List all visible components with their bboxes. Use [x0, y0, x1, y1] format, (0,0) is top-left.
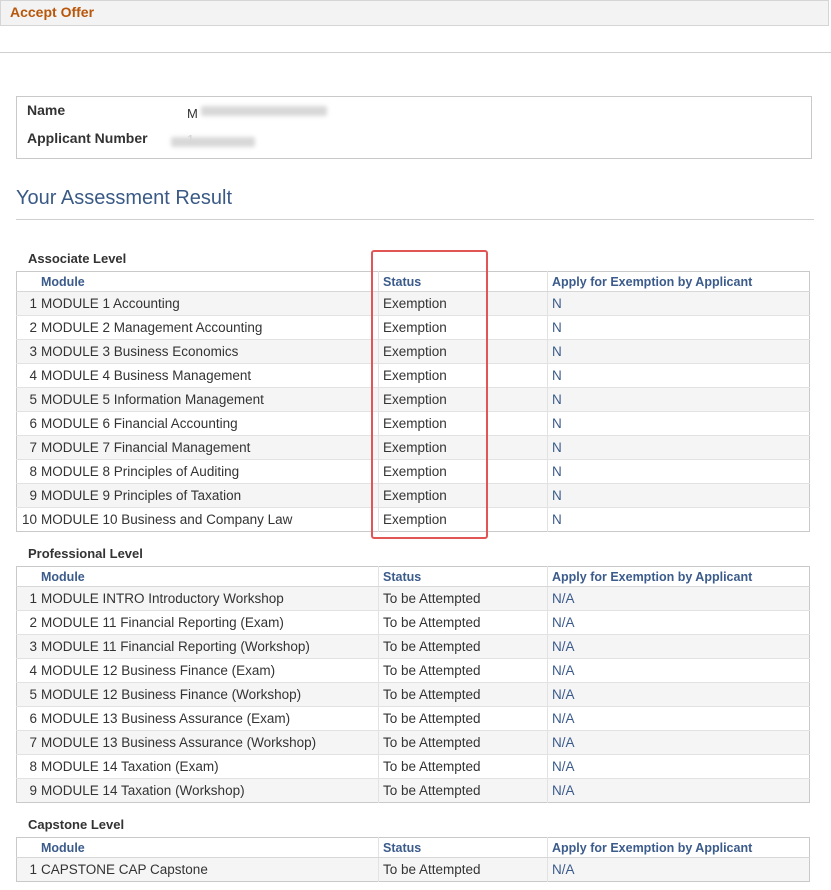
column-header-module: Module	[39, 838, 379, 858]
applicant-info-box	[16, 96, 812, 159]
column-header-module: Module	[39, 272, 379, 292]
module-cell: MODULE 13 Business Assurance (Workshop)	[39, 731, 379, 755]
module-cell: MODULE 3 Business Economics	[39, 340, 379, 364]
name-label: Name	[27, 102, 66, 118]
column-header-apply: Apply for Exemption by Applicant	[548, 838, 810, 858]
apply-exemption-cell: N/A	[548, 635, 810, 659]
row-number: 9	[17, 779, 40, 803]
table-row	[17, 340, 810, 364]
status-cell: Exemption	[379, 436, 548, 460]
section-divider	[16, 219, 814, 220]
column-header-status: Status	[379, 838, 548, 858]
module-cell: MODULE 5 Information Management	[39, 388, 379, 412]
apply-exemption-cell: N	[548, 484, 810, 508]
status-cell: Exemption	[379, 484, 548, 508]
column-header-apply: Apply for Exemption by Applicant	[548, 272, 810, 292]
table-row	[17, 436, 810, 460]
status-cell: Exemption	[379, 508, 548, 532]
module-cell: MODULE 14 Taxation (Workshop)	[39, 779, 379, 803]
module-cell: MODULE INTRO Introductory Workshop	[39, 587, 379, 611]
table-row	[17, 635, 810, 659]
associate-level-table	[16, 271, 810, 532]
module-cell: MODULE 13 Business Assurance (Exam)	[39, 707, 379, 731]
module-cell: MODULE 1 Accounting	[39, 292, 379, 316]
status-cell: To be Attempted	[379, 755, 548, 779]
status-cell: To be Attempted	[379, 707, 548, 731]
row-number: 8	[17, 460, 40, 484]
row-number: 7	[17, 436, 40, 460]
table-row	[17, 779, 810, 803]
table-row	[17, 460, 810, 484]
status-cell: To be Attempted	[379, 731, 548, 755]
section-heading: Your Assessment Result	[16, 187, 233, 209]
table-row	[17, 364, 810, 388]
row-number: 7	[17, 731, 40, 755]
apply-exemption-cell: N/A	[548, 659, 810, 683]
column-header-number	[17, 838, 40, 858]
row-number: 10	[17, 508, 40, 532]
row-number: 6	[17, 707, 40, 731]
status-cell: To be Attempted	[379, 635, 548, 659]
row-number: 4	[17, 659, 40, 683]
apply-exemption-cell: N	[548, 292, 810, 316]
module-cell: MODULE 4 Business Management	[39, 364, 379, 388]
row-number: 5	[17, 683, 40, 707]
apply-exemption-cell: N/A	[548, 611, 810, 635]
column-header-status: Status	[379, 567, 548, 587]
table-row	[17, 683, 810, 707]
table-row	[17, 858, 810, 882]
divider	[0, 52, 831, 53]
apply-exemption-cell: N/A	[548, 755, 810, 779]
status-cell: Exemption	[379, 412, 548, 436]
status-cell: To be Attempted	[379, 611, 548, 635]
row-number: 3	[17, 340, 40, 364]
status-cell: To be Attempted	[379, 587, 548, 611]
status-cell: Exemption	[379, 292, 548, 316]
table-row	[17, 412, 810, 436]
status-cell: To be Attempted	[379, 659, 548, 683]
module-cell: MODULE 2 Management Accounting	[39, 316, 379, 340]
status-cell: To be Attempted	[379, 779, 548, 803]
row-number: 1	[17, 587, 40, 611]
module-cell: MODULE 9 Principles of Taxation	[39, 484, 379, 508]
apply-exemption-cell: N	[548, 436, 810, 460]
row-number: 8	[17, 755, 40, 779]
column-header-number	[17, 272, 40, 292]
column-header-number	[17, 567, 40, 587]
status-cell: Exemption	[379, 364, 548, 388]
apply-exemption-cell: N/A	[548, 683, 810, 707]
apply-exemption-cell: N	[548, 388, 810, 412]
row-number: 2	[17, 611, 40, 635]
table-row	[17, 731, 810, 755]
table-row	[17, 587, 810, 611]
apply-exemption-cell: N	[548, 412, 810, 436]
name-value: M	[187, 106, 198, 121]
apply-exemption-cell: N	[548, 340, 810, 364]
column-header-module: Module	[39, 567, 379, 587]
status-cell: To be Attempted	[379, 683, 548, 707]
apply-exemption-cell: N	[548, 364, 810, 388]
module-cell: MODULE 8 Principles of Auditing	[39, 460, 379, 484]
status-cell: To be Attempted	[379, 858, 548, 882]
status-cell: Exemption	[379, 460, 548, 484]
module-cell: CAPSTONE CAP Capstone	[39, 858, 379, 882]
table-row	[17, 484, 810, 508]
redacted-number	[171, 137, 255, 147]
apply-exemption-cell: N/A	[548, 858, 810, 882]
row-number: 3	[17, 635, 40, 659]
apply-exemption-cell: N	[548, 460, 810, 484]
professional-level-title: Professional Level	[28, 546, 143, 561]
table-row	[17, 388, 810, 412]
module-cell: MODULE 14 Taxation (Exam)	[39, 755, 379, 779]
associate-level-title: Associate Level	[28, 251, 127, 266]
row-number: 1	[17, 858, 40, 882]
row-number: 4	[17, 364, 40, 388]
column-header-apply: Apply for Exemption by Applicant	[548, 567, 810, 587]
table-row	[17, 707, 810, 731]
table-row	[17, 659, 810, 683]
row-number: 6	[17, 412, 40, 436]
page-title-bar	[0, 0, 829, 26]
apply-exemption-cell: N/A	[548, 731, 810, 755]
status-cell: Exemption	[379, 316, 548, 340]
apply-exemption-cell: N/A	[548, 707, 810, 731]
page-title: Accept Offer	[10, 4, 95, 20]
redacted-name	[201, 106, 327, 116]
module-cell: MODULE 10 Business and Company Law	[39, 508, 379, 532]
status-cell: Exemption	[379, 340, 548, 364]
table-row	[17, 755, 810, 779]
applicant-number-label: Applicant Number	[27, 130, 148, 146]
module-cell: MODULE 6 Financial Accounting	[39, 412, 379, 436]
professional-level-table	[16, 566, 810, 803]
capstone-level-table	[16, 837, 810, 882]
column-header-status: Status	[379, 272, 548, 292]
capstone-level-title: Capstone Level	[28, 817, 125, 832]
module-cell: MODULE 11 Financial Reporting (Exam)	[39, 611, 379, 635]
table-row	[17, 316, 810, 340]
table-row	[17, 292, 810, 316]
module-cell: MODULE 12 Business Finance (Exam)	[39, 659, 379, 683]
apply-exemption-cell: N	[548, 508, 810, 532]
module-cell: MODULE 12 Business Finance (Workshop)	[39, 683, 379, 707]
table-row	[17, 508, 810, 532]
row-number: 5	[17, 388, 40, 412]
table-row	[17, 611, 810, 635]
apply-exemption-cell: N	[548, 316, 810, 340]
row-number: 2	[17, 316, 40, 340]
apply-exemption-cell: N/A	[548, 779, 810, 803]
apply-exemption-cell: N/A	[548, 587, 810, 611]
row-number: 1	[17, 292, 40, 316]
status-cell: Exemption	[379, 388, 548, 412]
module-cell: MODULE 7 Financial Management	[39, 436, 379, 460]
module-cell: MODULE 11 Financial Reporting (Workshop)	[39, 635, 379, 659]
row-number: 9	[17, 484, 40, 508]
